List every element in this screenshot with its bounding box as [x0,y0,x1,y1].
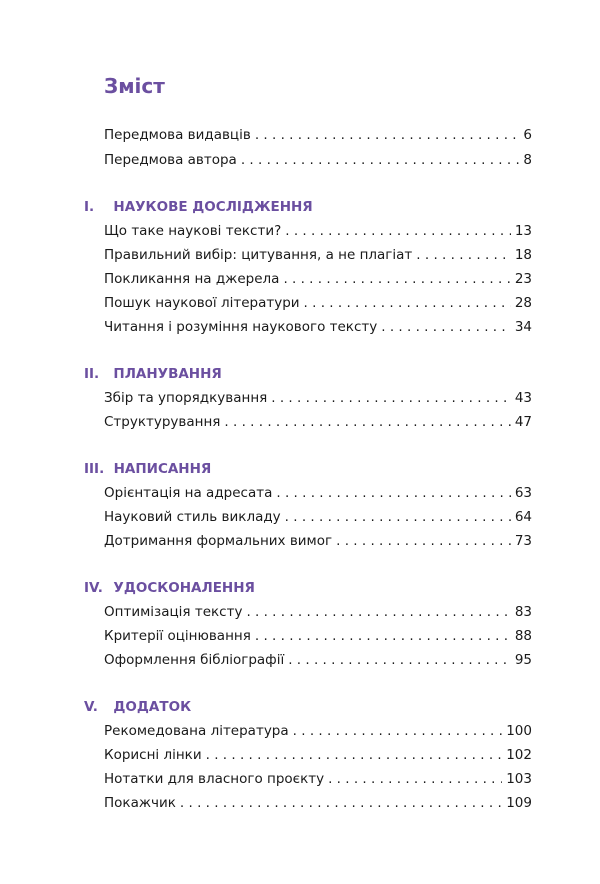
toc-entry[interactable] [104,626,532,646]
toc-entry-label: Оформлення бібліографії [104,652,285,668]
toc-entry-page: 63 [514,485,532,501]
part-title: ДОДАТОК [113,699,192,715]
dot-leader [246,602,510,622]
dot-leader [241,150,520,170]
toc-entry-page: 83 [514,604,532,620]
toc-entry-label: Оптимізація тексту [104,604,243,620]
part-title: НАПИСАННЯ [113,461,212,477]
part-heading[interactable] [84,578,255,598]
toc-entry-page: 47 [514,414,532,430]
dot-leader [416,245,511,265]
toc-entry-label: Пошук наукової літератури [104,295,300,311]
dot-leader [293,721,503,741]
toc-entry-label: Передмова автора [104,152,237,168]
dot-leader [224,412,510,432]
dot-leader [180,793,502,813]
toc-entry-page: 8 [523,152,532,168]
dot-leader [336,531,511,551]
part-number: II. [84,366,100,382]
toc-entry-page: 18 [514,247,532,263]
dot-leader [255,125,520,145]
toc-entry-label: Критерії оцінювання [104,628,251,644]
part-title: НАУКОВЕ ДОСЛІДЖЕННЯ [113,199,313,215]
toc-entry-page: 95 [514,652,532,668]
toc-entry[interactable] [104,531,532,551]
toc-entry-label: Правильний вибір: цитування, а не плагіат [104,247,413,263]
toc-entry-page: 28 [514,295,532,311]
part-number: III. [84,461,105,477]
toc-entry-page: 6 [523,127,532,143]
part-heading[interactable] [84,459,211,479]
toc-entry[interactable] [104,650,532,670]
toc-entry[interactable] [104,793,532,813]
toc-entry-page: 34 [514,319,532,335]
toc-entry-label: Корисні лінки [104,747,202,763]
toc-entry-label: Нотатки для власного проєкту [104,771,325,787]
toc-entry-label: Збір та упорядкування [104,390,268,406]
toc-entry[interactable] [104,745,532,765]
toc-entry[interactable] [104,269,532,289]
toc-entry[interactable] [104,317,532,337]
toc-entry[interactable] [104,245,532,265]
toc-entry-page: 64 [514,509,532,525]
dot-leader [276,483,510,503]
toc-entry-page: 109 [506,795,532,811]
dot-leader [285,507,511,527]
toc-entry-page: 103 [506,771,532,787]
dot-leader [304,293,511,313]
toc-entry-label: Науковий стиль викладу [104,509,281,525]
toc-entry-page: 88 [514,628,532,644]
toc-entry-label: Рекомедована література [104,723,289,739]
dot-leader [381,317,511,337]
toc-entry-label: Покажчик [104,795,176,811]
toc-entry-label: Що таке наукові тексти? [104,223,282,239]
toc-entry[interactable] [104,602,532,622]
toc-entry[interactable] [104,221,532,241]
toc-entry-label: Покликання на джерела [104,271,280,287]
toc-entry[interactable] [104,507,532,527]
toc-entry[interactable] [104,293,532,313]
part-number: V. [84,699,98,715]
dot-leader [206,745,503,765]
toc-entry-label: Орієнтація на адресата [104,485,273,501]
toc-entry[interactable] [104,125,532,145]
toc-entry-page: 43 [514,390,532,406]
toc-entry-label: Структурування [104,414,221,430]
toc-entry-page: 102 [506,747,532,763]
toc-entry-label: Передмова видавців [104,127,251,143]
dot-leader [328,769,502,789]
toc-entry[interactable] [104,483,532,503]
toc-entry-label: Дотримання формальних вимог [104,533,333,549]
toc-entry-page: 73 [514,533,532,549]
part-heading[interactable] [84,697,191,717]
dot-leader [285,221,511,241]
part-number: IV. [84,580,103,596]
dot-leader [255,626,511,646]
dot-leader [283,269,510,289]
page-title: Зміст [104,74,165,98]
part-title: ПЛАНУВАННЯ [113,366,222,382]
toc-entry-page: 23 [514,271,532,287]
dot-leader [271,388,511,408]
part-title: УДОСКОНАЛЕННЯ [113,580,255,596]
toc-entry-page: 13 [514,223,532,239]
dot-leader [288,650,511,670]
part-heading[interactable] [84,364,222,384]
toc-entry-label: Читання і розуміння наукового тексту [104,319,378,335]
toc-entry[interactable] [104,721,532,741]
part-heading[interactable] [84,197,313,217]
part-number: I. [84,199,95,215]
toc-entry[interactable] [104,150,532,170]
toc-entry[interactable] [104,412,532,432]
toc-entry-page: 100 [506,723,532,739]
toc-entry[interactable] [104,388,532,408]
toc-entry[interactable] [104,769,532,789]
